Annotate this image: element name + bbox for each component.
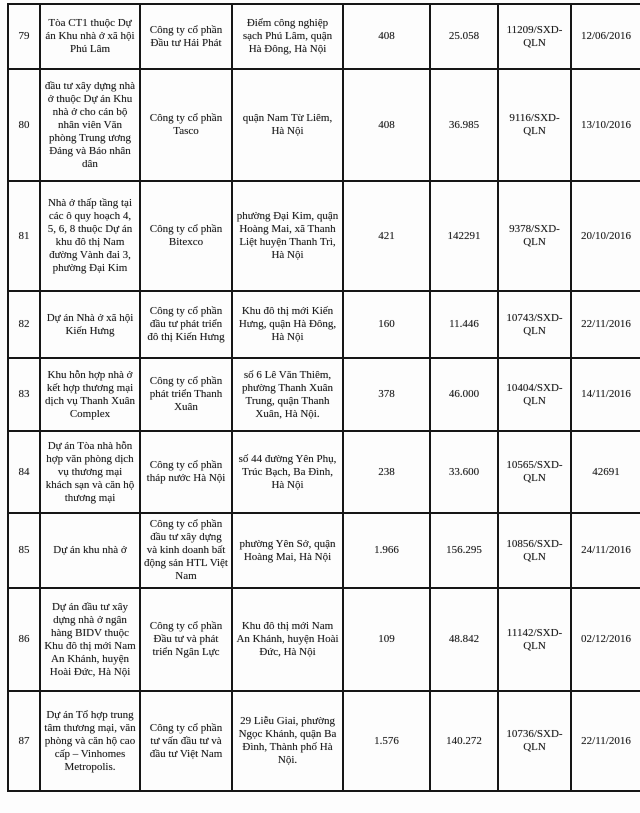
cell-date: 20/10/2016: [571, 181, 640, 291]
license-table: [7, 3, 640, 792]
table-row: [8, 69, 640, 181]
cell-value-2: 142291: [430, 181, 498, 291]
cell-address: Điểm công nghiệp sạch Phú Lâm, quận Hà Đông, Hà Nội: [232, 4, 343, 69]
cell-document-no: 9378/SXD-QLN: [498, 181, 571, 291]
cell-document-no: 11209/SXD-QLN: [498, 4, 571, 69]
cell-document-no: 10565/SXD-QLN: [498, 431, 571, 513]
cell-value-1: 1.576: [343, 691, 430, 791]
cell-value-2: 33.600: [430, 431, 498, 513]
cell-date: 13/10/2016: [571, 69, 640, 181]
cell-value-1: 378: [343, 358, 430, 431]
cell-project-name: Nhà ở thấp tầng tại các ô quy hoạch 4, 5, 6, 8 thuộc Dự án khu đô thị Nam đường Vành đai 3, phường Đại Kim: [40, 181, 140, 291]
table-row: [8, 4, 640, 69]
cell-company-name: Công ty cổ phần tháp nước Hà Nội: [140, 431, 232, 513]
cell-company-name: Công ty cổ phần phát triển Thanh Xuân: [140, 358, 232, 431]
cell-date: 42691: [571, 431, 640, 513]
cell-row-number: 87: [8, 691, 40, 791]
cell-date: 24/11/2016: [571, 513, 640, 588]
cell-value-1: 421: [343, 181, 430, 291]
cell-document-no: 10736/SXD-QLN: [498, 691, 571, 791]
cell-date: 22/11/2016: [571, 691, 640, 791]
cell-value-1: 408: [343, 4, 430, 69]
cell-value-2: 25.058: [430, 4, 498, 69]
cell-value-2: 48.842: [430, 588, 498, 691]
cell-document-no: 9116/SXD-QLN: [498, 69, 571, 181]
cell-project-name: Dự án Tòa nhà hỗn hợp văn phòng dịch vụ thương mại khách sạn và căn hộ thương mại: [40, 431, 140, 513]
cell-row-number: 79: [8, 4, 40, 69]
cell-company-name: Công ty cổ phần Đầu tư và phát triển Ngân Lực: [140, 588, 232, 691]
table-row: [8, 513, 640, 588]
cell-address: phường Yên Sở, quận Hoàng Mai, Hà Nội: [232, 513, 343, 588]
cell-address: quận Nam Từ Liêm, Hà Nội: [232, 69, 343, 181]
cell-value-1: 160: [343, 291, 430, 358]
cell-address: số 44 đường Yên Phụ, Trúc Bạch, Ba Đình, Hà Nội: [232, 431, 343, 513]
cell-value-2: 11.446: [430, 291, 498, 358]
cell-project-name: Dự án Nhà ở xã hội Kiến Hưng: [40, 291, 140, 358]
cell-company-name: Công ty cổ phần đầu tư xây dựng và kinh doanh bất động sản HTL Việt Nam: [140, 513, 232, 588]
cell-value-1: 408: [343, 69, 430, 181]
cell-company-name: Công ty cổ phần Bitexco: [140, 181, 232, 291]
cell-address: phường Đại Kim, quận Hoàng Mai, xã Thanh Liệt huyện Thanh Trì, Hà Nội: [232, 181, 343, 291]
cell-document-no: 10743/SXD-QLN: [498, 291, 571, 358]
cell-date: 22/11/2016: [571, 291, 640, 358]
cell-company-name: Công ty cổ phần tư vấn đầu tư và đầu tư Việt Nam: [140, 691, 232, 791]
cell-project-name: Dự án đầu tư xây dựng nhà ở ngân hàng BIDV thuộc Khu đô thị mới Nam An Khánh, huyện Hoài Đức, Hà Nội: [40, 588, 140, 691]
cell-value-1: 238: [343, 431, 430, 513]
cell-company-name: Công ty cổ phần Đầu tư Hải Phát: [140, 4, 232, 69]
table-body: [8, 4, 640, 791]
cell-row-number: 82: [8, 291, 40, 358]
cell-date: 12/06/2016: [571, 4, 640, 69]
cell-company-name: Công ty cổ phần đầu tư phát triển đô thị Kiến Hưng: [140, 291, 232, 358]
cell-value-2: 46.000: [430, 358, 498, 431]
cell-row-number: 80: [8, 69, 40, 181]
table-row: [8, 588, 640, 691]
table-row: [8, 691, 640, 791]
cell-row-number: 83: [8, 358, 40, 431]
cell-row-number: 81: [8, 181, 40, 291]
cell-value-1: 109: [343, 588, 430, 691]
cell-date: 14/11/2016: [571, 358, 640, 431]
cell-company-name: Công ty cổ phần Tasco: [140, 69, 232, 181]
cell-project-name: Dự án Tổ hợp trung tâm thương mại, văn phòng và căn hộ cao cấp – Vinhomes Metropolis.: [40, 691, 140, 791]
cell-address: Khu đô thị mới Nam An Khánh, huyện Hoài Đức, Hà Nội: [232, 588, 343, 691]
table-row: [8, 291, 640, 358]
table-row: [8, 358, 640, 431]
cell-document-no: 10404/SXD-QLN: [498, 358, 571, 431]
cell-document-no: 11142/SXD-QLN: [498, 588, 571, 691]
cell-value-2: 36.985: [430, 69, 498, 181]
cell-project-name: Dự án khu nhà ở: [40, 513, 140, 588]
cell-row-number: 86: [8, 588, 40, 691]
cell-value-1: 1.966: [343, 513, 430, 588]
cell-address: Khu đô thị mới Kiến Hưng, quận Hà Đông, Hà Nội: [232, 291, 343, 358]
cell-row-number: 84: [8, 431, 40, 513]
table-row: [8, 181, 640, 291]
cell-project-name: đầu tư xây dựng nhà ở thuộc Dự án Khu nhà ở cho cán bộ nhân viên Văn phòng Trung ương Đảng và Báo nhân dân: [40, 69, 140, 181]
cell-value-2: 156.295: [430, 513, 498, 588]
cell-project-name: Tòa CT1 thuộc Dự án Khu nhà ở xã hội Phú Lâm: [40, 4, 140, 69]
cell-project-name: Khu hỗn hợp nhà ở kết hợp thương mại dịch vụ Thanh Xuân Complex: [40, 358, 140, 431]
cell-document-no: 10856/SXD-QLN: [498, 513, 571, 588]
cell-address: số 6 Lê Văn Thiêm, phường Thanh Xuân Trung, quận Thanh Xuân, Hà Nội.: [232, 358, 343, 431]
cell-value-2: 140.272: [430, 691, 498, 791]
cell-date: 02/12/2016: [571, 588, 640, 691]
table-row: [8, 431, 640, 513]
cell-row-number: 85: [8, 513, 40, 588]
cell-address: 29 Liễu Giai, phường Ngọc Khánh, quận Ba Đình, Thành phố Hà Nội.: [232, 691, 343, 791]
